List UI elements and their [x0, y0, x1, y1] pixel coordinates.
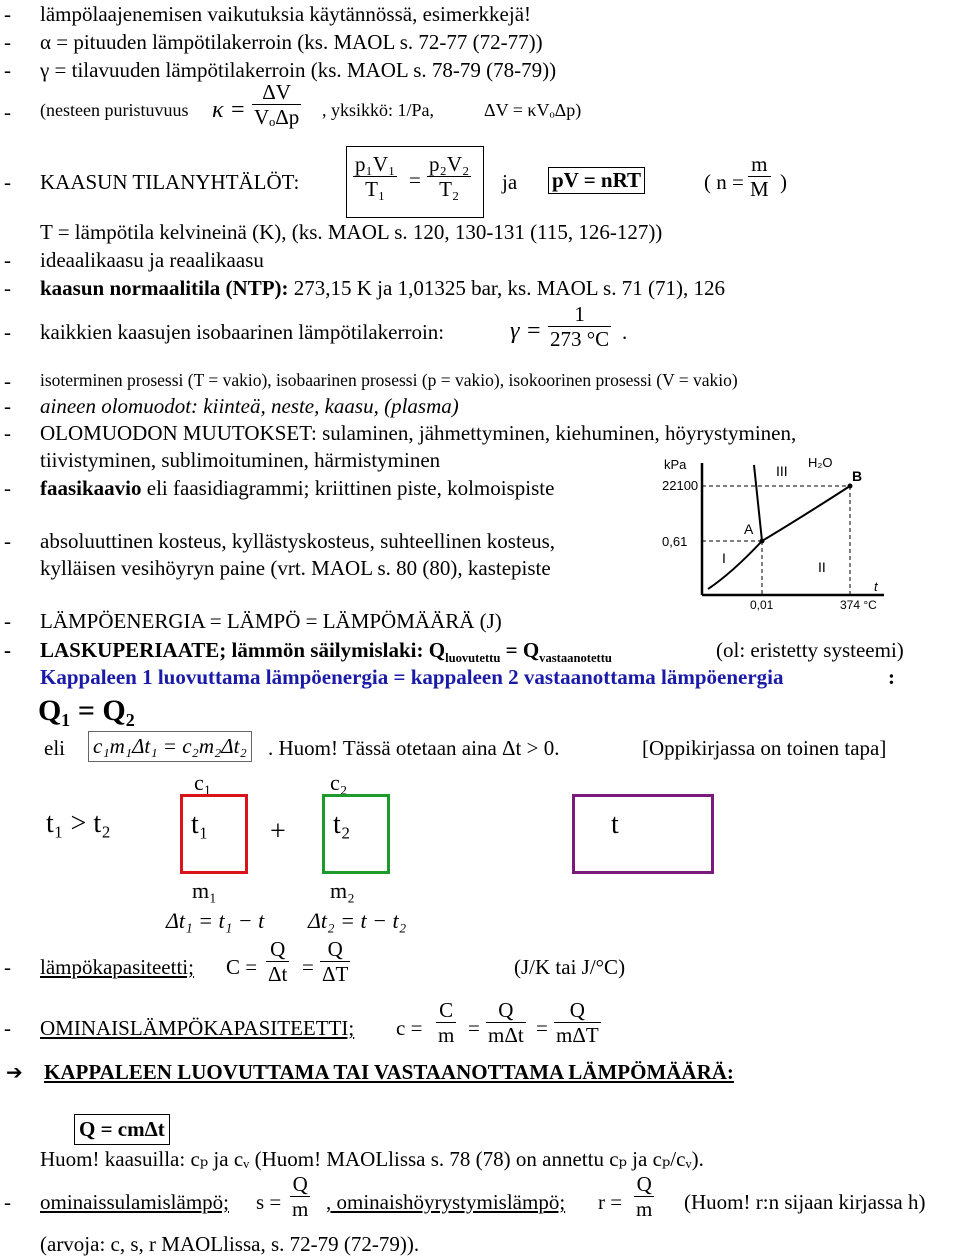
text-line-9: kaikkien kaasujen isobaarinen lämpötilakerroin:: [40, 320, 445, 344]
fusion-heat-s: s =: [256, 1190, 282, 1214]
bullet-dash: -: [4, 529, 11, 553]
bullet-dash: -: [4, 2, 11, 26]
vaporization-heat-label: , ominaishöyrystymislämpö;: [326, 1190, 566, 1214]
phase-x-value-1: 0,01: [750, 598, 774, 612]
text-line-16: LASKUPERIAATE; lämmön säilymislaki: $Q_{luovutettu} = Q_{vastaanotettu}$: [40, 638, 612, 666]
gas-law-ja: ja: [502, 170, 518, 194]
body-2-box: [322, 794, 390, 874]
text-line-16-note: (ol: eristetty systeemi): [716, 638, 904, 662]
heat-amount-heading: KAPPALEEN LUOVUTTAMA TAI VASTAANOTTAMA LÄMPÖMÄÄRÄ:: [44, 1060, 734, 1084]
heat-capacity-fraction-2: $\frac{Q}{\Delta T}$: [322, 937, 349, 987]
phase-critical-point: [848, 484, 853, 489]
body-2-temp: t₂: [333, 809, 351, 840]
specific-heat-eq-1: =: [468, 1016, 480, 1040]
bullet-dash: -: [4, 248, 11, 272]
text-line-19-eli: eli: [44, 736, 65, 760]
bullet-dash: -: [4, 30, 11, 54]
gamma-fraction: $\frac{1}{273 ^\circ C}$: [550, 302, 610, 352]
arrow-icon: ➔: [6, 1062, 23, 1084]
text-line-17: Kappaleen 1 luovuttama lämpöenergia = kappaleen 2 vastaanottama lämpöenergia: [40, 665, 784, 689]
text-line-11: aineen olomuodot: kiinteä, neste, kaasu, (plasma): [40, 394, 459, 418]
final-temp: t: [611, 809, 619, 840]
label-c2: c₂: [330, 770, 348, 795]
delta-t1-formula: Δt₁ = t₁ − t: [166, 908, 265, 933]
phase-region-2: II: [818, 559, 826, 575]
phase-sublimation-curve: [708, 541, 762, 589]
text-line-17-colon: :: [888, 665, 895, 689]
heat-amount-formula: Q = cmΔt: [74, 1114, 170, 1145]
specific-heat-fraction-3: $\frac{Q}{\text{mΔT}}$: [556, 998, 599, 1048]
text-line-14b: kylläisen vesihöyryn paine (vrt. MAOL s. 80 (80), kastepiste: [40, 556, 551, 580]
gas-law-equals: =: [409, 168, 421, 192]
bullet-dash: -: [4, 1190, 11, 1214]
gamma-period: .: [622, 320, 628, 344]
bullet-dash: -: [4, 476, 11, 500]
compressibility-text: (nesteen puristuvuus: [40, 100, 189, 120]
phase-x-value-2: 374 °C: [840, 598, 877, 612]
phase-melting-curve: [754, 465, 762, 541]
heat-capacity-c: C =: [226, 955, 258, 979]
body-1-temp: t₁: [191, 809, 209, 840]
phase-y-unit: kPa: [664, 457, 687, 472]
bullet-dash: -: [4, 421, 11, 445]
vaporization-heat-r: r =: [598, 1190, 623, 1214]
bullet-dash: -: [4, 394, 11, 418]
heat-capacity-label: lämpökapasiteetti;: [40, 955, 194, 979]
heat-capacity-fraction-1: $\frac{Q}{\Delta t}$: [268, 937, 288, 987]
text-line-12b: tiivistyminen, sublimoituminen, härmistyminen: [40, 448, 441, 472]
text-line-19-note: . Huom! Tässä otetaan aina Δt > 0.: [268, 736, 560, 760]
text-line-14a: absoluuttinen kosteus, kyllästyskosteus, suhteellinen kosteus,: [40, 529, 556, 553]
bullet-dash: -: [4, 100, 11, 124]
specific-heat-eq-2: =: [536, 1016, 548, 1040]
gas-law-label: KAASUN TILANYHTÄLÖT:: [40, 170, 300, 194]
text-line-6: T = lämpötila kelvineinä (K), (ks. MAOL s. 120, 130-131 (115, 126-127)): [40, 220, 663, 244]
text-line-7: ideaalikaasu ja reaalikaasu: [40, 248, 264, 272]
mole-formula-pre: ( n =: [704, 170, 744, 194]
final-state-box: [572, 794, 714, 874]
mole-fraction: $\frac{m}{M}$: [750, 152, 769, 202]
bullet-dash: -: [4, 276, 11, 300]
bullet-dash: -: [4, 369, 11, 393]
heat-capacity-equals: =: [302, 955, 314, 979]
specific-heat-fraction-2: $\frac{Q}{\text{mΔt}}$: [488, 998, 524, 1048]
combined-gas-law-box: [346, 146, 484, 218]
gamma-symbol: γ =: [510, 318, 542, 344]
phase-y-low-value: 0,61: [662, 534, 688, 549]
compressibility-unit: , yksikkö: 1/Pa,: [322, 100, 435, 120]
specific-heat-c: c =: [396, 1016, 423, 1040]
bullet-dash: -: [4, 320, 11, 344]
text-line-2: α = pituuden lämpötilakerroin (ks. MAOL s. 72-77 (72-77)): [40, 30, 543, 54]
bullet-dash: -: [4, 58, 11, 82]
label-m1: m₁: [192, 878, 217, 903]
phase-x-axis-label: t: [874, 579, 878, 594]
text-line-24: Huom! kaasuilla: cₚ ja cᵥ (Huom! MAOLlissa s. 78 (78) on annettu cₚ ja cₚ/cᵥ).: [40, 1147, 704, 1171]
phase-region-1: I: [722, 550, 726, 566]
plus-sign: +: [270, 816, 286, 847]
text-line-19-book: [Oppikirjassa on toinen tapa]: [642, 736, 887, 760]
specific-heat-label: OMINAISLÄMPÖKAPASITEETTI;: [40, 1016, 355, 1040]
bullet-dash: -: [4, 955, 11, 979]
phase-region-3: III: [776, 463, 788, 479]
vaporization-heat-fraction: $\frac{Q}{m}$: [636, 1172, 653, 1222]
text-line-12a: OLOMUODON MUUTOKSET: sulaminen, jähmettyminen, kiehuminen, höyrystyminen,: [40, 421, 797, 445]
text-line-10: isoterminen prosessi (T = vakio), isobaarinen prosessi (p = vakio), isokoorinen prosessi (V = vakio): [40, 370, 738, 390]
heat-capacity-unit: (J/K tai J/°C): [514, 955, 626, 979]
gas-law-fraction-1: $\frac{\text{p₁V₁}}{\text{T₁}}$: [355, 152, 396, 202]
label-c1: c₁: [194, 770, 212, 795]
text-line-25-note: (Huom! r:n sijaan kirjassa h): [684, 1190, 926, 1214]
specific-heat-fraction-1: $\frac{C}{m}$: [438, 998, 455, 1048]
label-m2: m₂: [330, 878, 355, 903]
phase-point-b: B: [852, 468, 863, 484]
text-line-3: γ = tilavuuden lämpötilakerroin (ks. MAOL s. 78-79 (78-79)): [40, 58, 557, 82]
text-line-8: kaasun normaalitila (NTP): 273,15 K ja 1,01325 bar, ks. MAOL s. 71 (71), 126: [40, 276, 725, 300]
bullet-dash: -: [4, 170, 11, 194]
body-1-box: [180, 794, 248, 874]
fusion-heat-label: ominaissulamislämpö;: [40, 1190, 229, 1214]
text-line-13: faasikaavio eli faasidiagrammi; kriittinen piste, kolmoispiste: [40, 476, 555, 500]
label-t1-gt-t2: t₁ > t₂: [46, 808, 111, 839]
phase-title: H₂O: [808, 455, 833, 470]
compressibility-fraction: $\frac{\Delta V}{\text{VₒΔp}}$: [254, 80, 300, 130]
phase-y-top-value: 22100: [662, 478, 699, 493]
heat-balance-formula: c₁m₁Δt₁ = c₂m₂Δt₂: [88, 731, 252, 762]
bullet-dash: -: [4, 1016, 11, 1040]
mole-formula-post: ): [780, 170, 787, 194]
delta-t2-formula: Δt₂ = t − t₂: [308, 908, 407, 933]
phase-boiling-curve: [762, 486, 850, 541]
bullet-dash-bold: -: [4, 638, 11, 662]
text-line-1: lämpölaajenemisen vaikutuksia käytännössä, esimerkkejä!: [40, 2, 532, 26]
phase-point-a: A: [744, 521, 754, 537]
kappa-symbol: κ =: [212, 97, 246, 123]
compressibility-formula: ΔV = κVₒΔp): [484, 100, 582, 120]
text-line-15: LÄMPÖENERGIA = LÄMPÖ = LÄMPÖMÄÄRÄ (J): [40, 609, 502, 633]
gas-law-fraction-2: $\frac{\text{p₂V₂}}{\text{T₂}}$: [429, 152, 470, 202]
fusion-heat-fraction: $\frac{Q}{m}$: [292, 1172, 309, 1222]
text-line-26: (arvoja: c, s, r MAOLlissa, s. 72-79 (72-79)).: [40, 1232, 420, 1256]
bullet-dash: -: [4, 609, 11, 633]
phase-diagram: [662, 455, 890, 615]
heat-balance-equation: Q₁ = Q₂: [38, 694, 135, 727]
ideal-gas-law: pV = nRT: [548, 167, 645, 194]
phase-triple-point: [760, 539, 765, 544]
